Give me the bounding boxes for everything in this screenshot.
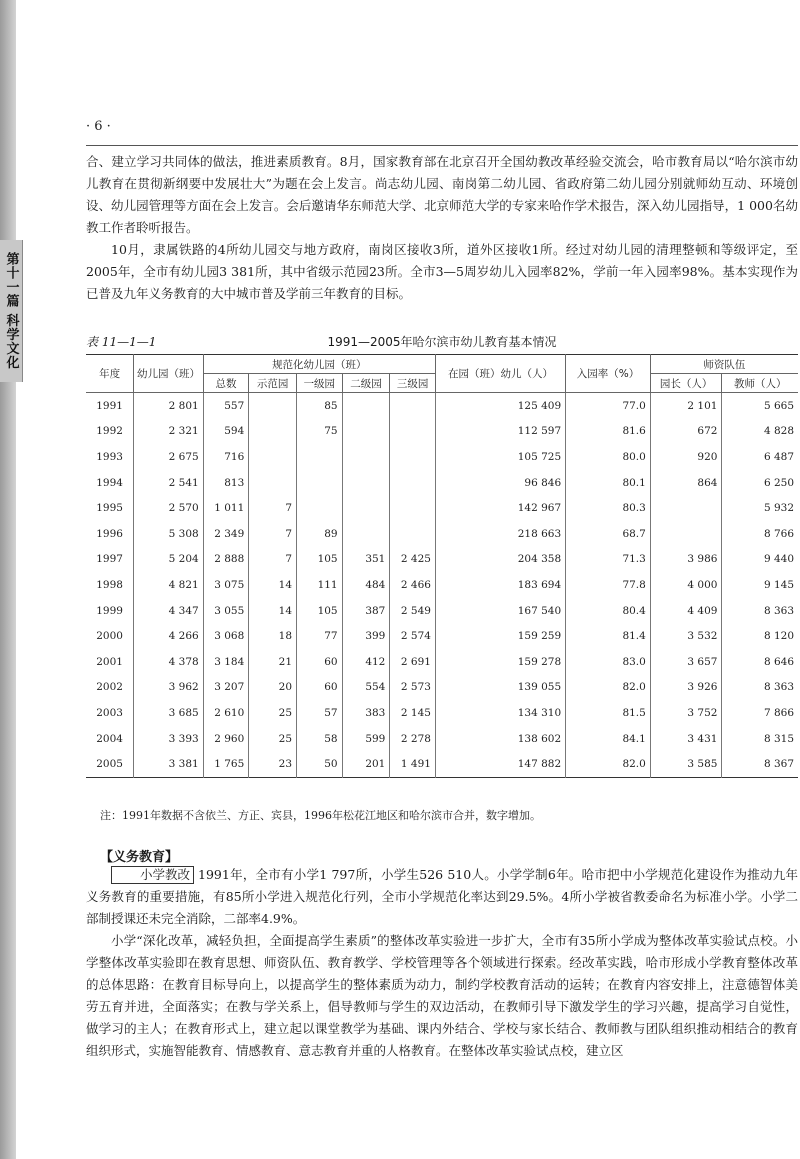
table-cell: 159 278 (435, 649, 565, 675)
table-cell (342, 419, 390, 445)
table-cell: 4 266 (134, 623, 203, 649)
header-rule (86, 145, 798, 146)
table-cell: 82.0 (566, 675, 651, 701)
table-cell (249, 444, 297, 470)
table-cell: 599 (342, 726, 390, 752)
table-cell: 8 315 (722, 726, 798, 752)
header-teachers-group: 师资队伍 (650, 355, 798, 374)
table-cell: 14 (249, 598, 297, 624)
table-cell: 2 541 (134, 470, 203, 496)
table-cell: 77.0 (566, 393, 651, 419)
table-cell: 3 926 (650, 675, 722, 701)
header-level1: 一级园 (297, 374, 343, 393)
header-teachers: 教师（人） (722, 374, 798, 393)
table-cell: 218 663 (435, 521, 565, 547)
table-cell: 7 (249, 521, 297, 547)
table-cell: 3 381 (134, 751, 203, 777)
table-cell: 4 000 (650, 572, 722, 598)
table-cell: 7 866 (722, 700, 798, 726)
table-row (86, 700, 798, 726)
table-cell: 1996 (86, 521, 134, 547)
table-cell: 716 (203, 444, 249, 470)
table-cell: 1 011 (203, 495, 249, 521)
table-cell: 2 278 (390, 726, 436, 752)
table-cell (342, 470, 390, 496)
table-cell: 89 (297, 521, 343, 547)
table-cell: 4 409 (650, 598, 722, 624)
table-cell: 920 (650, 444, 722, 470)
table-cell: 23 (249, 751, 297, 777)
table-cell: 1991 (86, 393, 134, 419)
header-level2: 二级园 (342, 374, 390, 393)
section-heading: 【义务教育】 (100, 850, 179, 865)
table-cell: 2 349 (203, 521, 249, 547)
table-cell: 25 (249, 726, 297, 752)
table-cell: 6 250 (722, 470, 798, 496)
table-cell (249, 393, 297, 419)
table-cell: 1994 (86, 470, 134, 496)
table-cell: 5 204 (134, 547, 203, 573)
table-cell: 1 765 (203, 751, 249, 777)
table-cell: 8 367 (722, 751, 798, 777)
table-cell: 2005 (86, 751, 134, 777)
table-row (86, 623, 798, 649)
table-cell: 14 (249, 572, 297, 598)
table-cell: 3 962 (134, 675, 203, 701)
table-cell: 84.1 (566, 726, 651, 752)
table-row (86, 751, 798, 777)
table-code: 表 11—1—1 (86, 335, 157, 349)
table-cell: 18 (249, 623, 297, 649)
table-cell: 484 (342, 572, 390, 598)
table-cell: 105 (297, 547, 343, 573)
table-cell: 80.4 (566, 598, 651, 624)
table-cell: 2003 (86, 700, 134, 726)
chapter-side-tab-label: 第十一篇 科学文化 (3, 252, 19, 370)
table-cell (297, 444, 343, 470)
table-cell: 5 308 (134, 521, 203, 547)
table-cell: 351 (342, 547, 390, 573)
table-cell: 183 694 (435, 572, 565, 598)
table-cell: 2 888 (203, 547, 249, 573)
table-cell: 60 (297, 649, 343, 675)
table-cell (342, 444, 390, 470)
table-row (86, 495, 798, 521)
table-cell: 204 358 (435, 547, 565, 573)
table-cell: 142 967 (435, 495, 565, 521)
table-cell (297, 495, 343, 521)
table-cell: 8 363 (722, 598, 798, 624)
header-level3: 三级园 (390, 374, 436, 393)
compulsory-paragraph-1 (86, 864, 798, 930)
table-cell (249, 419, 297, 445)
table-cell: 3 585 (650, 751, 722, 777)
table-cell: 77.8 (566, 572, 651, 598)
table-cell (342, 393, 390, 419)
table-cell (650, 495, 722, 521)
chapter-side-tab (0, 240, 23, 382)
table-row (86, 521, 798, 547)
table-cell: 3 207 (203, 675, 249, 701)
table-cell: 1993 (86, 444, 134, 470)
table-cell: 167 540 (435, 598, 565, 624)
table-cell (342, 495, 390, 521)
table-title: 1991—2005年哈尔滨市幼儿教育基本情况 (327, 335, 557, 349)
table-cell: 2 145 (390, 700, 436, 726)
table-cell: 83.0 (566, 649, 651, 675)
table-cell: 2000 (86, 623, 134, 649)
table-cell: 80.0 (566, 444, 651, 470)
table-cell: 2 321 (134, 419, 203, 445)
table-cell: 3 393 (134, 726, 203, 752)
table-cell: 6 487 (722, 444, 798, 470)
table-cell (390, 495, 436, 521)
table-cell: 412 (342, 649, 390, 675)
table-cell: 2 610 (203, 700, 249, 726)
table-cell: 7 (249, 547, 297, 573)
table-cell: 112 597 (435, 419, 565, 445)
table-cell: 4 821 (134, 572, 203, 598)
table-cell: 60 (297, 675, 343, 701)
table-cell: 5 932 (722, 495, 798, 521)
table-cell: 80.3 (566, 495, 651, 521)
table-cell: 82.0 (566, 751, 651, 777)
table-cell: 8 363 (722, 675, 798, 701)
table-cell: 105 725 (435, 444, 565, 470)
table-cell: 3 068 (203, 623, 249, 649)
table-cell (342, 521, 390, 547)
table-cell: 21 (249, 649, 297, 675)
table-cell (390, 470, 436, 496)
table-cell: 2 675 (134, 444, 203, 470)
table-cell: 2 573 (390, 675, 436, 701)
table-cell: 3 752 (650, 700, 722, 726)
table-cell: 383 (342, 700, 390, 726)
table-cell: 111 (297, 572, 343, 598)
table-cell: 7 (249, 495, 297, 521)
table-cell: 8 646 (722, 649, 798, 675)
table-cell: 2 549 (390, 598, 436, 624)
table-cell: 50 (297, 751, 343, 777)
table-cell: 159 259 (435, 623, 565, 649)
intro-paragraph-2: 10月，隶属铁路的4所幼儿园交与地方政府，南岗区接收3所，道外区接收1所。经过对幼儿园的清理整顿和等级评定，至2005年，全市有幼儿园3 381所，其中省级示范园23所。全市3—5周岁幼儿入园率82%，学前一年入园率98%。基本实现作为已普及九年义务教育的大中城市普及学前三年教育的目标。 (86, 242, 798, 301)
table-cell: 58 (297, 726, 343, 752)
header-directors: 园长（人） (650, 374, 722, 393)
table-cell: 4 378 (134, 649, 203, 675)
table-caption (86, 333, 798, 351)
table-cell: 3 431 (650, 726, 722, 752)
table-row (86, 470, 798, 496)
table-cell (297, 470, 343, 496)
table-cell (390, 393, 436, 419)
table-cell: 3 986 (650, 547, 722, 573)
table-cell: 594 (203, 419, 249, 445)
table-cell: 138 602 (435, 726, 565, 752)
table-row (86, 393, 798, 419)
table-cell: 2004 (86, 726, 134, 752)
table-cell: 813 (203, 470, 249, 496)
table-cell: 387 (342, 598, 390, 624)
table-cell: 81.6 (566, 419, 651, 445)
table-cell: 4 347 (134, 598, 203, 624)
table-cell: 8 120 (722, 623, 798, 649)
table-cell: 3 657 (650, 649, 722, 675)
header-rate: 入园率（%） (566, 355, 651, 393)
table-cell: 1999 (86, 598, 134, 624)
table-cell (650, 521, 722, 547)
table-row (86, 649, 798, 675)
table-cell: 139 055 (435, 675, 565, 701)
side-bar (0, 0, 16, 1159)
header-standardized: 规范化幼儿园（班） (203, 355, 435, 374)
table-cell: 8 766 (722, 521, 798, 547)
table-body (86, 393, 798, 778)
table-cell: 1992 (86, 419, 134, 445)
table-cell: 2 466 (390, 572, 436, 598)
table-cell (390, 521, 436, 547)
table-cell: 1998 (86, 572, 134, 598)
compulsory-paragraph-2: 小学“深化改革，减轻负担，全面提高学生素质”的整体改革实验进一步扩大，全市有35所小学成为整体改革实验试点校。小学整体改革实验即在教育思想、师资队伍、教育教学、学校管理等各个领域进行探索。经改革实践，哈市形成小学教育整体改革的总体思路：在教育目标导向上，以提高学生的整体素质为动力，制约学校教育活动的运转；在教育内容安排上，注意德智体美劳五育并进，全面落实；在教与学关系上，倡导教师与学生的双边活动，在教师引导下激发学生的学习兴趣，提高学习自觉性，做学习的主人；在教育形式上，建立起以课堂教学为基础、课内外结合、学校与家长结合、教师教与团队组织推动相结合的教育组织形式，实施智能教育、情感教育、意志教育并重的人格教育。在整体改革实验试点校，建立区 (86, 933, 798, 1058)
header-year: 年度 (86, 355, 134, 393)
page-number: · 6 · (86, 119, 111, 134)
table-cell: 2002 (86, 675, 134, 701)
table-cell: 2 960 (203, 726, 249, 752)
table-cell: 80.1 (566, 470, 651, 496)
table-cell: 147 882 (435, 751, 565, 777)
table-note: 注：1991年数据不含依兰、方正、宾县，1996年松花江地区和哈尔滨市合并，数字增加。 (100, 809, 541, 822)
header-total: 总数 (203, 374, 249, 393)
table-cell: 9 145 (722, 572, 798, 598)
table-cell: 201 (342, 751, 390, 777)
table-cell: 2 101 (650, 393, 722, 419)
table-cell: 2 691 (390, 649, 436, 675)
header-demo: 示范园 (249, 374, 297, 393)
table-row (86, 547, 798, 573)
table-cell: 3 055 (203, 598, 249, 624)
table-cell: 9 440 (722, 547, 798, 573)
table-cell (249, 470, 297, 496)
table-cell: 81.4 (566, 623, 651, 649)
table-cell: 134 310 (435, 700, 565, 726)
table-row (86, 572, 798, 598)
kindergarten-stats-table (86, 354, 798, 778)
table-cell (390, 444, 436, 470)
intro-paragraph-1: 合、建立学习共同体的做法，推进素质教育。8月，国家教育部在北京召开全国幼教改革经验交流会，哈市教育局以“哈尔滨市幼儿教育在贯彻新纲要中发展壮大”为题在会上发言。尚志幼儿园、南岗第二幼儿园、省政府第二幼儿园分别就师幼互动、环境创设、幼儿园管理等方面在会上发言。会后邀请华东师范大学、北京师范大学的专家来哈作学术报告，深入幼儿园指导，1 000名幼教工作者聆听报告。 (86, 154, 798, 235)
table-cell: 75 (297, 419, 343, 445)
table-cell: 125 409 (435, 393, 565, 419)
table-cell: 399 (342, 623, 390, 649)
table-cell: 2001 (86, 649, 134, 675)
table-cell: 3 685 (134, 700, 203, 726)
header-enrolled: 在园（班）幼儿（人） (435, 355, 565, 393)
table-cell: 85 (297, 393, 343, 419)
table-cell: 57 (297, 700, 343, 726)
header-kindergartens: 幼儿园（班） (134, 355, 203, 393)
compulsory-paragraph-1-text: 1991年，全市有小学1 797所，小学生526 510人。小学学制6年。哈市把中小学规范化建设作为推动九年义务教育的重要措施，有85所小学进入规范化行列，全市小学规范化率达到29.5%。4所小学被省教委命名为标准小学。小学二部制授课还未完全消除，二部率4.9%。 (86, 867, 798, 926)
table-cell: 2 801 (134, 393, 203, 419)
table-cell: 557 (203, 393, 249, 419)
table-cell: 2 570 (134, 495, 203, 521)
table-cell: 554 (342, 675, 390, 701)
table-row (86, 675, 798, 701)
table-cell: 2 425 (390, 547, 436, 573)
table-cell: 105 (297, 598, 343, 624)
table-cell: 4 828 (722, 419, 798, 445)
table-cell: 3 184 (203, 649, 249, 675)
table-cell: 71.3 (566, 547, 651, 573)
intro-section (86, 151, 798, 305)
table-cell: 2 574 (390, 623, 436, 649)
table-row (86, 419, 798, 445)
table-cell: 81.5 (566, 700, 651, 726)
table-cell: 5 665 (722, 393, 798, 419)
table-cell: 1997 (86, 547, 134, 573)
table-cell: 864 (650, 470, 722, 496)
table-cell: 1 491 (390, 751, 436, 777)
compulsory-education-section (86, 864, 798, 1062)
table-cell: 25 (249, 700, 297, 726)
table-cell: 3 532 (650, 623, 722, 649)
table-cell: 96 846 (435, 470, 565, 496)
table-cell: 77 (297, 623, 343, 649)
table-cell: 20 (249, 675, 297, 701)
table-cell: 1995 (86, 495, 134, 521)
table-cell: 672 (650, 419, 722, 445)
table-row (86, 726, 798, 752)
table-cell (390, 419, 436, 445)
subhead-label: 小学教改 (111, 866, 194, 884)
table-cell: 68.7 (566, 521, 651, 547)
table-row (86, 444, 798, 470)
table-row (86, 598, 798, 624)
table-cell: 3 075 (203, 572, 249, 598)
